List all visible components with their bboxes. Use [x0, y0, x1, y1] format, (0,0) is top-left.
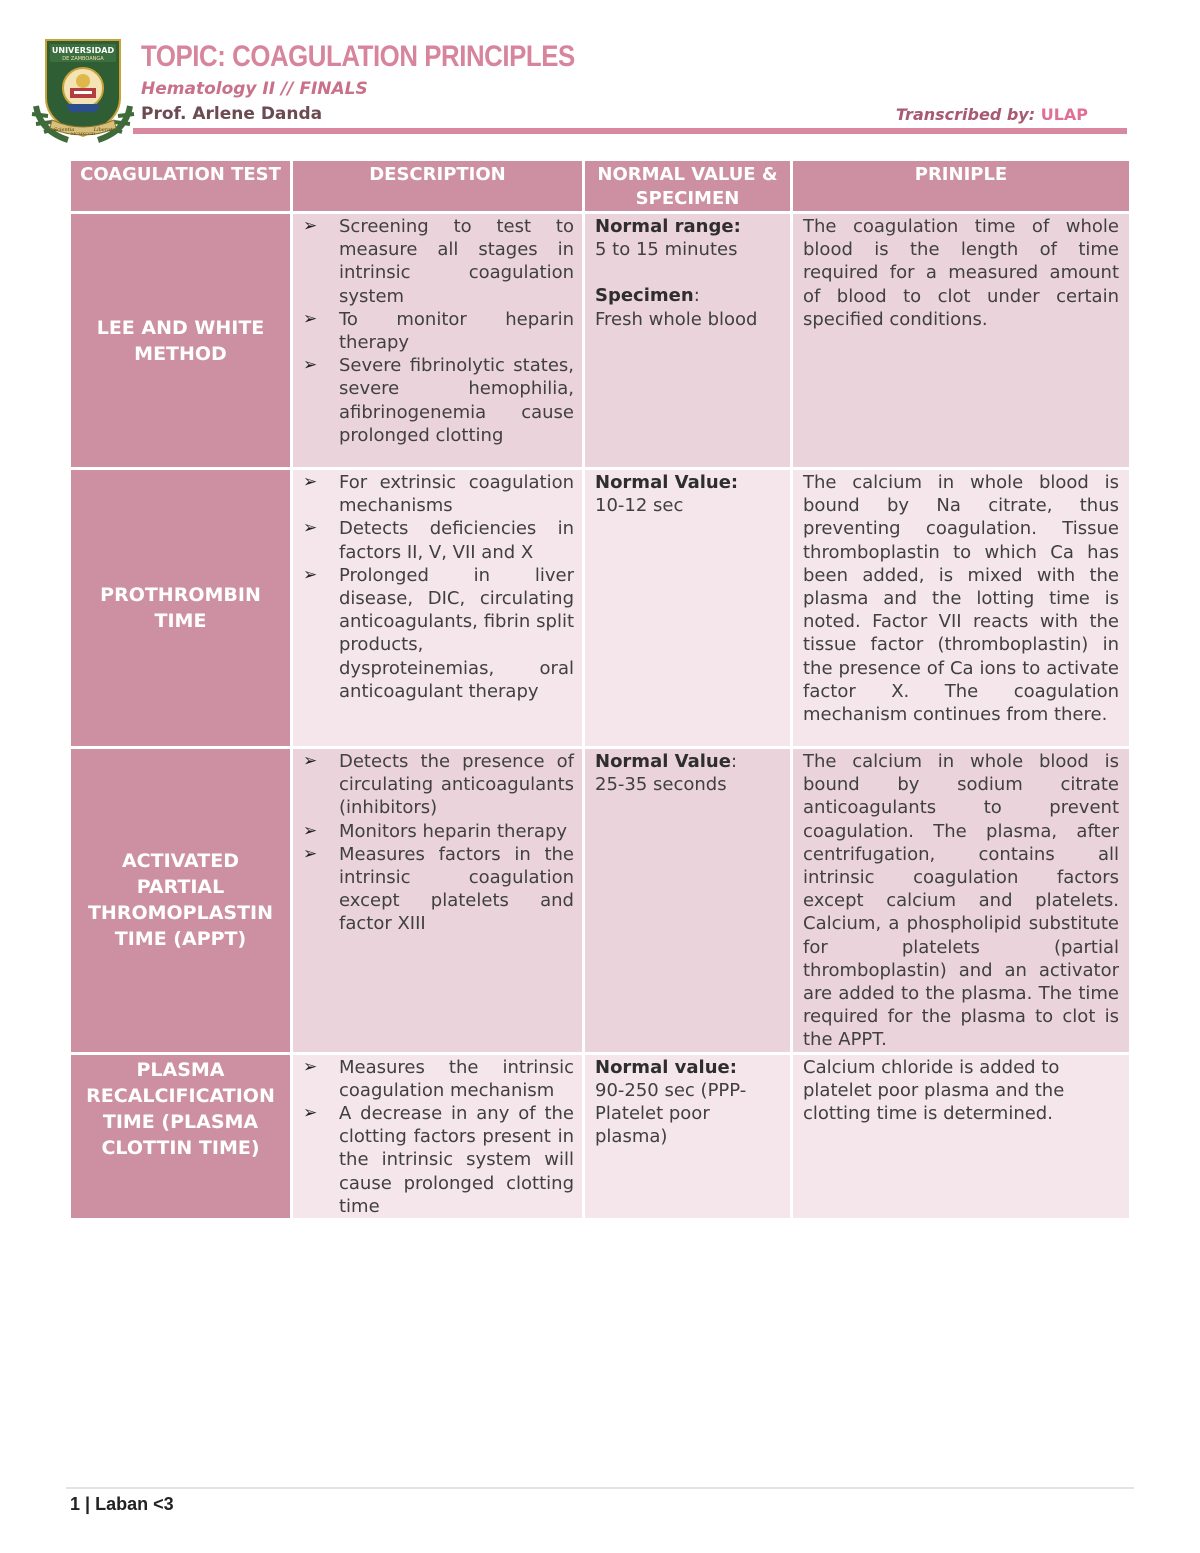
- test-name-line: RECALCIFICATION: [86, 1084, 275, 1107]
- arrowhead-bullet-icon: ➢: [303, 216, 318, 236]
- value-label: Normal value:: [595, 1056, 737, 1078]
- list-item: [301, 215, 574, 308]
- list-item: [301, 820, 574, 843]
- course-subtitle: Hematology II // FINALS: [141, 79, 368, 99]
- value-text: 10-12 sec: [595, 495, 684, 517]
- value-heading: [595, 750, 782, 773]
- logo-ribbon-center: MCMXLVIII: [71, 131, 95, 136]
- description-text: To monitor heparin therapy: [339, 308, 574, 354]
- description-cell: [293, 749, 585, 1055]
- normal-value-cell: [585, 1055, 793, 1221]
- value-label: Normal Value:: [595, 472, 739, 493]
- logo-ribbon-left: Scientia: [53, 127, 75, 133]
- table-row: [71, 470, 1129, 749]
- test-name-line: TIME (APPT): [114, 928, 247, 951]
- description-text: Monitors heparin therapy: [339, 820, 568, 842]
- principle-cell: Calcium chloride is added to platelet poor plasma and the clotting time is determined.: [793, 1055, 1129, 1221]
- test-name-prothrombin: [71, 470, 293, 749]
- arrowhead-bullet-icon: ➢: [303, 308, 318, 329]
- value-text: 25-35 seconds: [595, 774, 727, 796]
- principle-cell: The calcium in whole blood is bound by Na citrate, thus preventing coagulation. Tissue thromboplastin to which Ca has been added, is mixed with the plasma and the lotting time is noted. Factor VII reacts with the tissue factor (thromboplastin) in the presence of Ca ions to activate factor X. The coagulation mechanism continues from there.: [793, 470, 1129, 749]
- table-row: [71, 749, 1129, 1055]
- normal-value-cell: [585, 214, 793, 470]
- test-name-plasma-recalcification: [71, 1055, 293, 1221]
- page-title: TOPIC: COAGULATION PRINCIPLES: [141, 40, 575, 73]
- header-coagulation-test: COAGULATION TEST: [71, 161, 293, 214]
- transcribed-by: [896, 105, 1088, 124]
- description-cell: [293, 1055, 585, 1221]
- professor-name: Prof. Arlene Danda: [141, 104, 323, 124]
- description-text: Screening to test to measure all stages in intrinsic coagulation system: [339, 216, 574, 307]
- test-name-line: PARTIAL: [136, 876, 225, 899]
- description-text: Measures factors in the intrinsic coagulation except platelets and factor XIII: [339, 843, 574, 935]
- specimen-text: Fresh whole blood: [595, 308, 758, 330]
- footer-separator: |: [85, 1494, 91, 1514]
- arrowhead-bullet-icon: ➢: [303, 1103, 318, 1124]
- list-item: [301, 1056, 574, 1102]
- list-item: [301, 564, 574, 703]
- test-name-line: LEE AND WHITE: [96, 316, 265, 339]
- list-item: [301, 471, 574, 517]
- test-name-line: TIME (PLASMA: [102, 1110, 259, 1133]
- principle-cell: The calcium in whole blood is bound by sodium citrate anticoagulants to prevent coagulation. The plasma, after centrifugation, contains all intrinsic coagulation factors except calcium and platelets. Calcium, a phospholipid substitute for platelets (partial thromboplastin) and an activator are added to the plasma. The time required for the plasma to clot is the APPT.: [793, 749, 1129, 1055]
- value-text: 90-250 sec (PPP-Platelet poor plasma): [595, 1079, 747, 1148]
- header-divider: [133, 128, 1127, 134]
- description-cell: [293, 470, 585, 749]
- logo-subtitle: DE ZAMBOANGA: [62, 56, 104, 62]
- description-text: A decrease in any of the clotting factors present in the intrinsic system will cause prolonged clotting time: [339, 1103, 574, 1217]
- list-item: [301, 354, 574, 447]
- arrowhead-bullet-icon: ➢: [303, 355, 318, 376]
- principle-cell: The coagulation time of whole blood is the length of time required for a measured amount of blood to clot under certain specified conditions.: [793, 214, 1129, 470]
- normal-value-cell: [585, 470, 793, 749]
- arrowhead-bullet-icon: ➢: [303, 564, 318, 585]
- normal-value-cell: [585, 749, 793, 1055]
- test-name-line: PROTHROMBIN: [100, 584, 261, 606]
- arrowhead-bullet-icon: ➢: [303, 518, 318, 539]
- logo-ribbon-right: Liberat: [93, 127, 113, 133]
- test-name-line: THROMOPLASTIN: [87, 902, 274, 925]
- description-cell: [293, 214, 585, 470]
- test-name-lee-white: [71, 214, 293, 470]
- test-name-line: PLASMA: [136, 1058, 225, 1081]
- value-label-colon: :: [730, 751, 738, 772]
- description-text: Detects deficiencies in factors II, V, VII and X: [339, 518, 574, 563]
- test-name-appt: [71, 749, 293, 1055]
- coagulation-table: [71, 161, 1129, 1221]
- university-seal-icon: [30, 36, 136, 144]
- specimen-colon: :: [693, 285, 700, 307]
- arrowhead-bullet-icon: ➢: [303, 472, 318, 492]
- footer-text: Laban <3: [95, 1494, 174, 1514]
- list-item: [301, 517, 574, 563]
- description-text: Measures the intrinsic coagulation mechanism: [339, 1056, 574, 1101]
- arrowhead-bullet-icon: ➢: [303, 751, 318, 771]
- page-footer: [70, 1494, 174, 1515]
- specimen-label: Specimen: [595, 285, 694, 307]
- arrowhead-bullet-icon: ➢: [303, 1056, 318, 1077]
- arrowhead-bullet-icon: ➢: [303, 820, 318, 841]
- specimen-heading: [595, 284, 782, 307]
- description-text: For extrinsic coagulation mechanisms: [339, 472, 574, 517]
- table-row: [71, 1055, 1129, 1221]
- value-text: 5 to 15 minutes: [595, 239, 738, 261]
- header-principle: PRINIPLE: [793, 161, 1129, 214]
- logo-title: UNIVERSIDAD: [51, 46, 115, 55]
- test-name-line: TIME: [154, 610, 207, 632]
- list-item: [301, 308, 574, 354]
- header-description: DESCRIPTION: [293, 161, 585, 214]
- list-item: [301, 843, 574, 936]
- description-text: Prolonged in liver disease, DIC, circulating anticoagulants, fibrin split products, dysproteinemias, oral anticoagulant therapy: [339, 564, 574, 702]
- table-row: [71, 214, 1129, 470]
- page-number: 1: [70, 1494, 81, 1514]
- header-normal-value: NORMAL VALUE & SPECIMEN: [585, 161, 793, 214]
- test-name-line: CLOTTIN TIME): [101, 1136, 260, 1159]
- arrowhead-bullet-icon: ➢: [303, 843, 318, 864]
- test-name-line: ACTIVATED: [121, 850, 240, 873]
- test-name-line: METHOD: [134, 342, 227, 365]
- table-header-row: [71, 161, 1129, 214]
- list-item: [301, 750, 574, 820]
- description-text: Detects the presence of circulating anticoagulants (inhibitors): [339, 751, 574, 819]
- transcriber-name: ULAP: [1040, 105, 1088, 124]
- description-text: Severe fibrinolytic states, severe hemophilia, afibrinogenemia cause prolonged clotting: [339, 355, 574, 446]
- list-item: [301, 1102, 574, 1218]
- footer-divider: [66, 1487, 1134, 1489]
- value-label: Normal range:: [595, 216, 741, 237]
- transcribed-label: Transcribed by:: [895, 105, 1036, 124]
- value-label: Normal Value: [595, 751, 731, 772]
